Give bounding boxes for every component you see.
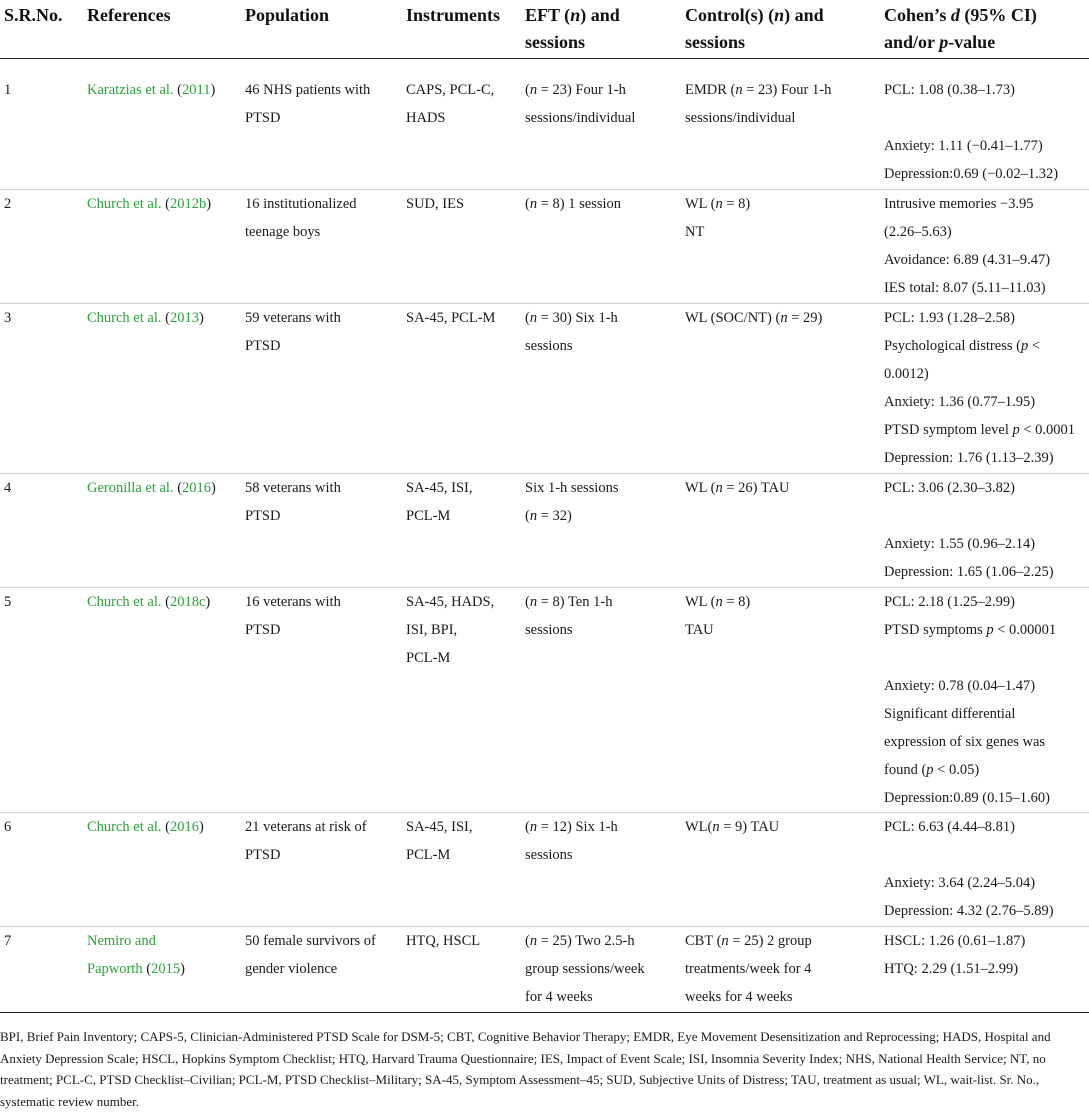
row-number: 1	[4, 82, 12, 98]
control-sessions-cell: WL (n = 8) NT	[685, 196, 751, 240]
eft-sessions-cell: (n = 23) Four 1-h sessions/individual	[525, 82, 636, 126]
population-cell: 59 veterans with PTSD	[245, 310, 341, 354]
reference-link[interactable]: Church et al. (2016)	[87, 819, 204, 835]
eft-sessions-cell: (n = 12) Six 1-h sessions	[525, 819, 618, 863]
header-instruments: Instruments	[406, 5, 501, 25]
reference-link[interactable]: Nemiro and Papworth (2015)	[87, 933, 185, 977]
instruments-cell: CAPS, PCL-C, HADS	[406, 82, 495, 126]
row-number: 5	[4, 594, 12, 610]
eft-sessions-cell: (n = 8) 1 session	[525, 196, 621, 212]
row-number: 2	[4, 196, 12, 212]
instruments-cell: SA-45, ISI, PCL-M	[406, 480, 473, 524]
eft-sessions-cell: Six 1-h sessions (n = 32)	[525, 480, 619, 524]
population-cell: 16 institutionalized teenage boys	[245, 196, 357, 240]
header-eft: EFT (n) and sessions	[525, 5, 620, 52]
reference-link[interactable]: Church et al. (2012b)	[87, 196, 212, 212]
cohens-d-cell: PCL: 1.93 (1.28–2.58) Psychological distress (p < 0.0012) Anxiety: 1.36 (0.77–1.95) PTSD symptom level p < 0.0001 Depression: 1.76 (1.13–2.39)	[884, 310, 1076, 466]
cohens-d-cell: Intrusive memories −3.95 (2.26–5.63) Avoidance: 6.89 (4.31–9.47) IES total: 8.07 (5.11–11.03)	[884, 196, 1051, 296]
table-bottom-rule	[0, 1012, 1089, 1013]
eft-sessions-cell: (n = 30) Six 1-h sessions	[525, 310, 618, 354]
reference-link[interactable]: Church et al. (2013)	[87, 310, 204, 326]
population-cell: 21 veterans at risk of PTSD	[245, 819, 367, 863]
row-number: 3	[4, 310, 12, 326]
eft-sessions-cell: (n = 25) Two 2.5-h group sessions/week for 4 weeks	[525, 933, 645, 1005]
reference-link[interactable]: Church et al. (2018c)	[87, 594, 211, 610]
population-cell: 16 veterans with PTSD	[245, 594, 341, 638]
header-references: References	[87, 5, 171, 25]
control-sessions-cell: WL (SOC/NT) (n = 29)	[685, 310, 823, 326]
row-number: 6	[4, 819, 12, 835]
table-header	[0, 0, 1089, 59]
instruments-cell: SA-45, ISI, PCL-M	[406, 819, 473, 863]
instruments-cell: HTQ, HSCL	[406, 933, 481, 949]
cohens-d-cell: PCL: 1.08 (0.38–1.73) Anxiety: 1.11 (−0.41–1.77) Depression:0.69 (−0.02–1.32)	[884, 82, 1059, 182]
header-controls: Control(s) (n) and sessions	[685, 5, 824, 52]
row-number: 7	[4, 933, 12, 949]
control-sessions-cell: EMDR (n = 23) Four 1-h sessions/individual	[685, 82, 832, 126]
population-cell: 58 veterans with PTSD	[245, 480, 341, 524]
control-sessions-cell: CBT (n = 25) 2 group treatments/week for 4 weeks for 4 weeks	[685, 933, 812, 1005]
cohens-d-cell: PCL: 3.06 (2.30–3.82) Anxiety: 1.55 (0.96–2.14) Depression: 1.65 (1.06–2.25)	[884, 480, 1054, 580]
control-sessions-cell: WL(n = 9) TAU	[685, 819, 780, 835]
cohens-d-cell: HSCL: 1.26 (0.61–1.87) HTQ: 2.29 (1.51–2.99)	[884, 933, 1026, 977]
cohens-d-cell: PCL: 6.63 (4.44–8.81) Anxiety: 3.64 (2.24–5.04) Depression: 4.32 (2.76–5.89)	[884, 819, 1054, 919]
row-number: 4	[4, 480, 12, 496]
header-srno: S.R.No.	[4, 5, 63, 25]
header-population: Population	[245, 5, 330, 25]
population-cell: 46 NHS patients with PTSD	[245, 82, 371, 126]
instruments-cell: SA-45, HADS, ISI, BPI, PCL-M	[406, 594, 495, 666]
cohens-d-cell: PCL: 2.18 (1.25–2.99) PTSD symptoms p < 0.00001 Anxiety: 0.78 (0.04–1.47) Significant differential expression of six genes was found (p < 0.05) Depression:0.89 (0.15–1.60)	[884, 594, 1057, 806]
reference-link[interactable]: Geronilla et al. (2016)	[87, 480, 216, 496]
reference-link[interactable]: Karatzias et al. (2011)	[87, 82, 216, 98]
population-cell: 50 female survivors of gender violence	[245, 933, 376, 977]
table-footnote: BPI, Brief Pain Inventory; CAPS-5, Clinician-Administered PTSD Scale for DSM-5; CBT, Cognitive Behavior Therapy; EMDR, Eye Movement Desensitization and Reprocessing; HADS, Hospital and Anxiety Depression Scale; HSCL, Hopkins Symptom Checklist; HTQ, Harvard Trauma Questionnaire; IES, Impact of Event Scale; ISI, Insomnia Severity Index; NHS, National Health Service; NT, no treatment; PCL-C, PTSD Checklist–Civilian; PCL-M, PTSD Checklist–Military; SA-45, Symptom Assessment–45; SUD, Subjective Units of Distress; TAU, treatment as usual; WL, wait-list. Sr. No., systematic review number.	[0, 1029, 1051, 1109]
header-cohens-d: Cohen’s d (95% CI) and/or p-value	[884, 5, 1037, 52]
instruments-cell: SUD, IES	[406, 196, 465, 212]
control-sessions-cell: WL (n = 8) TAU	[685, 594, 751, 638]
control-sessions-cell: WL (n = 26) TAU	[685, 480, 790, 496]
instruments-cell: SA-45, PCL-M	[406, 310, 496, 326]
eft-sessions-cell: (n = 8) Ten 1-h sessions	[525, 594, 613, 638]
